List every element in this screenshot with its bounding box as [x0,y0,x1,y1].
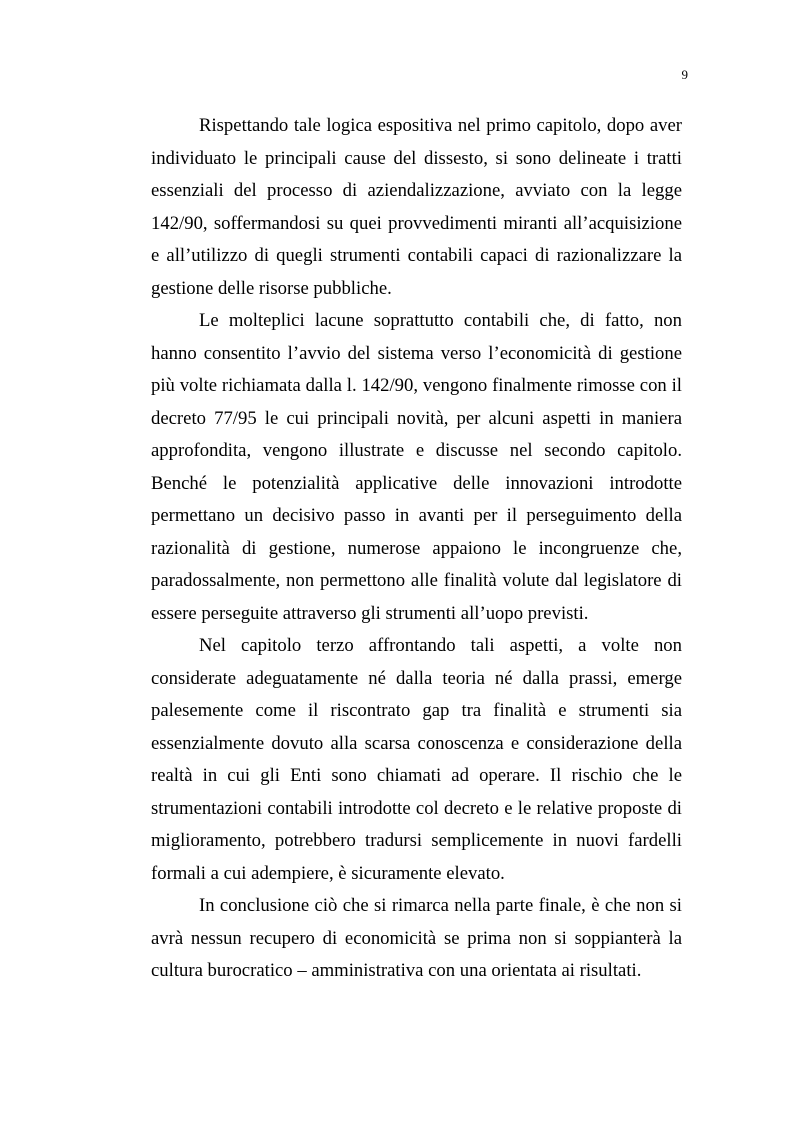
paragraph-1: Rispettando tale logica espositiva nel primo capitolo, dopo aver individuato le principali cause del dissesto, si sono delineate i tratti essenziali del processo di aziendalizzazione, avviato con la legge 142/90, soffermandosi su quei provvedimenti miranti all’acquisizione e all’utilizzo di quegli strumenti contabili capaci di razionalizzare la gestione delle risorse pubbliche. [151,115,682,299]
paragraph-3: Nel capitolo terzo affrontando tali aspetti, a volte non considerate adeguatamente né dalla teoria né dalla prassi, emerge palesemente come il riscontrato gap tra finalità e strumenti sia essenzialmente dovuto alla scarsa conoscenza e considerazione della realtà in cui gli Enti sono chiamati ad operare. Il rischio che le strumentazioni contabili introdotte col decreto e le relative proposte di miglioramento, potrebbero tradursi semplicemente in nuovi fardelli formali a cui adempiere, è sicuramente elevato. [151,635,682,884]
paragraph-2: Le molteplici lacune soprattutto contabili che, di fatto, non hanno consentito l’avvio del sistema verso l’economicità di gestione più volte richiamata dalla l. 142/90, vengono finalmente rimosse con il decreto 77/95 le cui principali novità, per alcuni aspetti in maniera approfondita, vengono illustrate e discusse nel secondo capitolo. Benché le potenzialità applicative delle innovazioni introdotte permettano un decisivo passo in avanti per il perseguimento della razionalità di gestione, numerose appaiono le incongruenze che, paradossalmente, non permettono alle finalità volute dal legislatore di essere perseguite attraverso gli strumenti all’uopo previsti. [151,310,682,624]
page-number: 9 [681,67,688,82]
paragraph-4: In conclusione ciò che si rimarca nella parte finale, è che non si avrà nessun recupero di economicità se prima non si soppianterà la cultura burocratico – amministrativa con una orientata ai risultati. [151,895,682,981]
body-text [151,110,682,988]
